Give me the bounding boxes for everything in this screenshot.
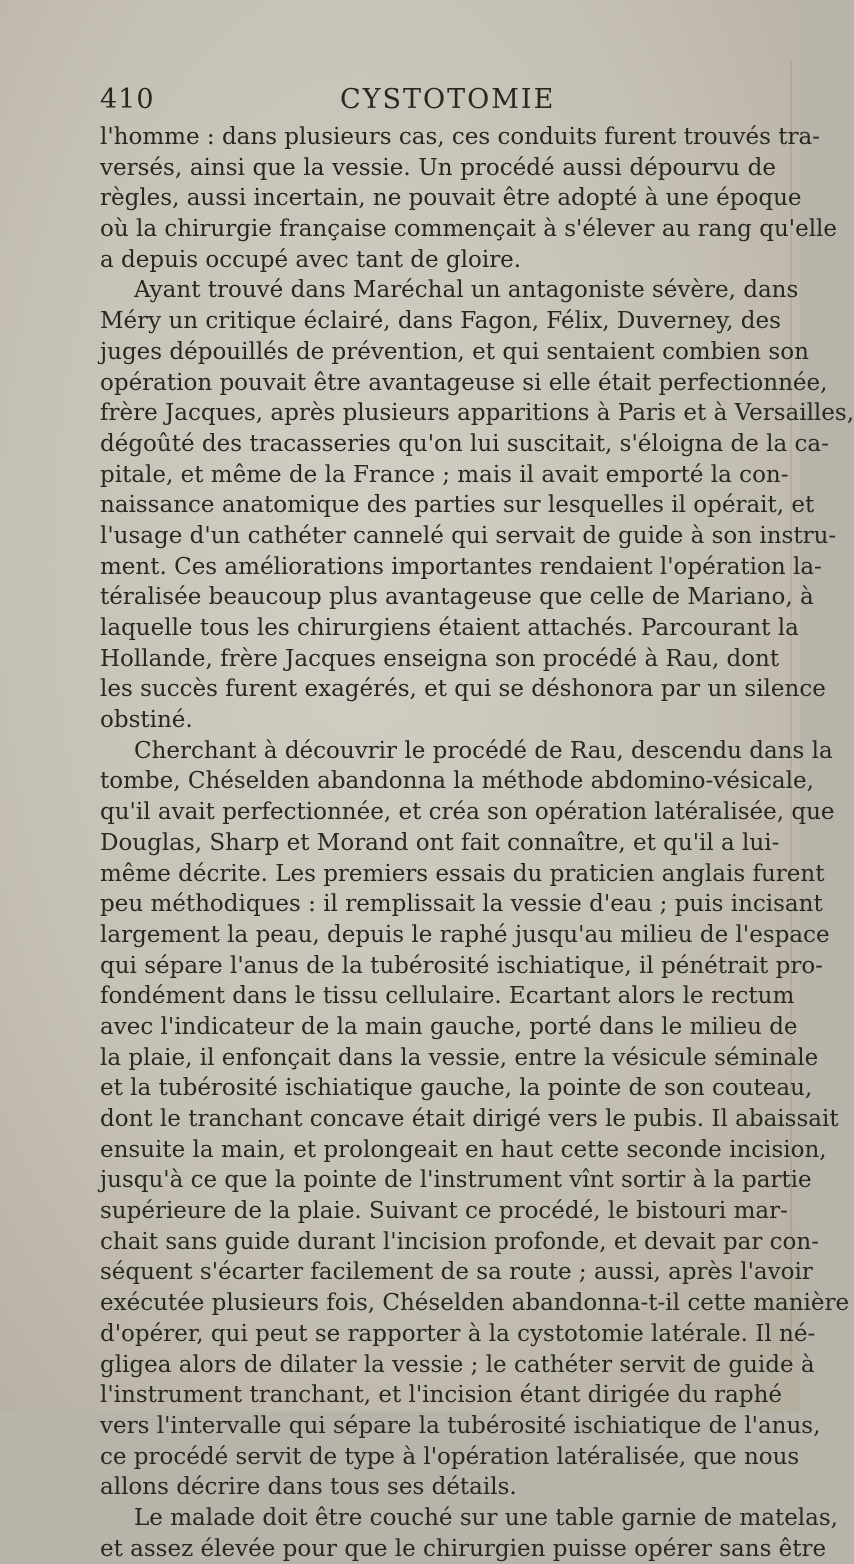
text-line: gligea alors de dilater la vessie ; le cathéter servit de guide à xyxy=(100,1351,815,1378)
page-edge-shadow xyxy=(790,60,792,1360)
text-line: frère Jacques, après plusieurs apparitions à Paris et à Versailles, xyxy=(100,400,854,427)
text-line: Douglas, Sharp et Morand ont fait connaître, et qu'il a lui- xyxy=(100,829,780,856)
text-line: Hollande, frère Jacques enseigna son procédé à Rau, dont xyxy=(100,645,780,672)
text-line: obstiné. xyxy=(100,707,193,734)
text-line: fondément dans le tissu cellulaire. Ecartant alors le rectum xyxy=(100,983,795,1010)
page-number: 410 xyxy=(100,84,155,115)
text-line: ensuite la main, et prolongeait en haut cette seconde incision, xyxy=(100,1136,827,1163)
text-line: tombe, Chéselden abandonna la méthode abdomino-vésicale, xyxy=(100,768,814,795)
text-line: versés, ainsi que la vessie. Un procédé aussi dépourvu de xyxy=(100,154,776,181)
text-line: vers l'intervalle qui sépare la tubérosité ischiatique de l'anus, xyxy=(100,1412,821,1439)
running-head xyxy=(100,84,760,124)
text-line: dont le tranchant concave était dirigé vers le pubis. Il abaissait xyxy=(100,1106,839,1132)
text-line: la plaie, il enfonçait dans la vessie, entre la vésicule séminale xyxy=(100,1044,819,1071)
text-line: pitale, et même de la France ; mais il avait emporté la con- xyxy=(100,461,789,488)
text-line: ment. Ces améliorations importantes rendaient l'opération la- xyxy=(100,553,822,580)
text-line: avec l'indicateur de la main gauche, porté dans le milieu de xyxy=(100,1013,798,1040)
text-line: les succès furent exagérés, et qui se déshonora par un silence xyxy=(100,676,826,703)
text-line: largement la peau, depuis le raphé jusqu'au milieu de l'espace xyxy=(100,921,830,948)
text-line: chait sans guide durant l'incision profonde, et devait par con- xyxy=(100,1228,819,1255)
text-line: Cherchant à découvrir le procédé de Rau, descendu dans la xyxy=(134,737,833,764)
paragraph xyxy=(100,122,838,275)
text-line: dégoûté des tracasseries qu'on lui suscitait, s'éloigna de la ca- xyxy=(100,430,829,457)
text-line: jusqu'à ce que la pointe de l'instrument vînt sortir à la partie xyxy=(100,1167,812,1194)
text-line: et assez élevée pour que le chirurgien puisse opérer sans être xyxy=(100,1535,827,1562)
text-line: peu méthodiques : il remplissait la vessie d'eau ; puis incisant xyxy=(100,891,823,918)
text-line: exécutée plusieurs fois, Chéselden abandonna-t-il cette manière xyxy=(100,1290,850,1317)
running-title: CYSTOTOMIE xyxy=(340,84,556,115)
text-line: opération pouvait être avantageuse si elle était perfectionnée, xyxy=(100,369,828,396)
text-line: naissance anatomique des parties sur lesquelles il opérait, et xyxy=(100,492,815,519)
text-line: Ayant trouvé dans Maréchal un antagoniste sévère, dans xyxy=(134,277,799,304)
text-line: a depuis occupé avec tant de gloire. xyxy=(100,246,522,273)
text-line: et la tubérosité ischiatique gauche, la pointe de son couteau, xyxy=(100,1075,813,1102)
text-line: juges dépouillés de prévention, et qui sentaient combien son xyxy=(100,338,809,365)
text-line: où la chirurgie française commençait à s'élever au rang qu'elle xyxy=(100,216,838,243)
text-line: Méry un critique éclairé, dans Fagon, Félix, Duverney, des xyxy=(100,308,781,335)
text-line: l'instrument tranchant, et l'incision étant dirigée du raphé xyxy=(100,1382,783,1409)
text-line: qui sépare l'anus de la tubérosité ischiatique, il pénétrait pro- xyxy=(100,952,823,979)
paragraph xyxy=(100,736,850,1503)
text-line: séquent s'écarter facilement de sa route ; aussi, après l'avoir xyxy=(100,1259,813,1286)
text-line: l'usage d'un cathéter cannelé qui servait de guide à son instru- xyxy=(100,522,837,549)
text-line: allons décrire dans tous ses détails. xyxy=(100,1474,517,1501)
text-line: d'opérer, qui peut se rapporter à la cystotomie latérale. Il né- xyxy=(100,1320,816,1347)
text-line: ce procédé servit de type à l'opération latéralisée, que nous xyxy=(100,1443,800,1470)
body-text xyxy=(100,122,854,1564)
text-line: même décrite. Les premiers essais du praticien anglais furent xyxy=(100,860,825,887)
text-line: téralisée beaucoup plus avantageuse que celle de Mariano, à xyxy=(100,584,814,611)
text-line: Le malade doit être couché sur une table garnie de matelas, xyxy=(134,1504,838,1531)
text-line: règles, aussi incertain, ne pouvait être adopté à une époque xyxy=(100,185,802,212)
text-line: l'homme : dans plusieurs cas, ces conduits furent trouvés tra- xyxy=(100,124,820,150)
paragraph xyxy=(100,275,854,735)
text-line: laquelle tous les chirurgiens étaient attachés. Parcourant la xyxy=(100,615,799,641)
text-line: supérieure de la plaie. Suivant ce procédé, le bistouri mar- xyxy=(100,1198,788,1225)
paragraph xyxy=(100,1503,838,1564)
text-line: qu'il avait perfectionnée, et créa son opération latéralisée, que xyxy=(100,799,835,826)
